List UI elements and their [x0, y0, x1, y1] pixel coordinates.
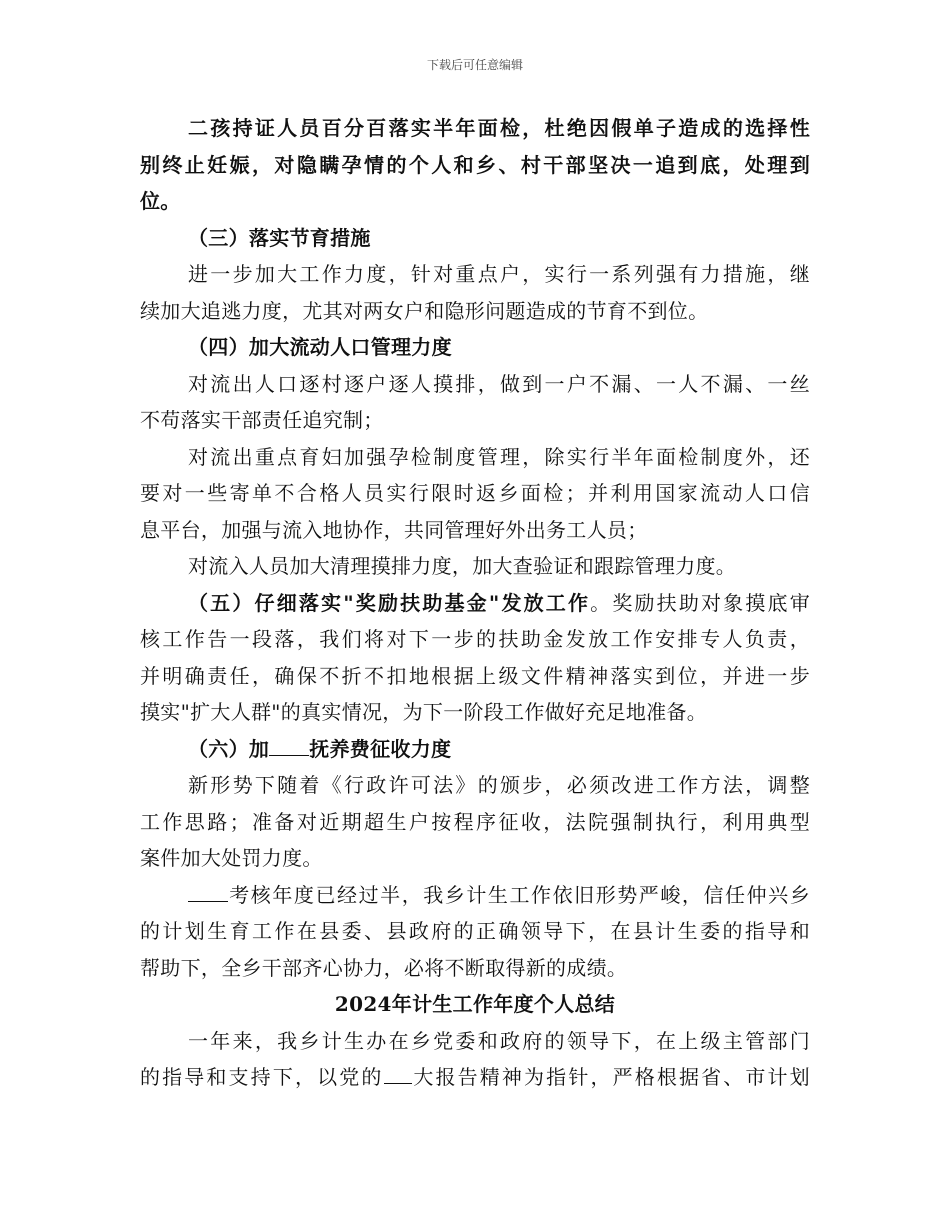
paragraph-line: 一年来，我乡计生办在乡党委和政府的领导下，在上级主管部门: [188, 1028, 810, 1053]
paragraph-line: 位。: [140, 189, 181, 213]
paragraph-line: 要对一些寄单不合格人员实行限时返乡面检；并利用国家流动人口信: [140, 481, 810, 505]
paragraph-line: 帮助下，全乡干部齐心协力，必将不断取得新的成绩。: [140, 955, 628, 980]
paragraph-text: 的指导和支持下，以党的: [140, 1065, 384, 1089]
paragraph-line: 不苟落实干部责任追究制；: [140, 408, 384, 432]
paragraph-line: 案件加大处罚力度。: [140, 846, 323, 870]
paragraph-line: [140, 1059, 810, 1096]
paragraph-line: 摸实"扩大人群"的真实情况，为下一阶段工作做好充足地准备。: [140, 700, 708, 724]
paragraph-line: 续加大追逃力度，尤其对两女户和隐形问题造成的节育不到位。: [140, 298, 709, 323]
paragraph-line: 二孩持证人员百分百落实半年面检，杜绝因假单子造成的选择性: [188, 116, 810, 140]
section-heading-5: （五）仔细落实"奖励扶助基金"发放工作: [188, 590, 591, 615]
paragraph-text: 考核年度已经过半，我乡计生工作依旧形势严峻，信任仲兴乡: [228, 882, 810, 907]
paragraph-line: 息平台，加强与流入地协作，共同管理好外出务工人员；: [140, 517, 648, 542]
paragraph-text: 大报告精神为指针，严格根据省、市计划: [411, 1065, 810, 1089]
paragraph-line: 对流入人员加大清理摸排力度，加大查验证和跟踪管理力度。: [188, 554, 737, 578]
paragraph-text: 。奖励扶助对象摸底审: [590, 590, 810, 615]
header-note: 下载后可任意编辑: [426, 58, 523, 72]
heading-suffix: 抚养费征收力度: [309, 736, 452, 761]
blank-underline: [188, 883, 228, 902]
section-heading-6: [140, 731, 810, 768]
paragraph-line: 核工作告一段落，我们将对下一步的扶助金发放工作安排专人负责，: [140, 627, 810, 651]
paragraph-line: [140, 585, 810, 622]
heading-prefix: （六）加: [188, 736, 270, 761]
blank-underline: [269, 737, 309, 756]
paragraph-line: 的计划生育工作在县委、县政府的正确领导下，在县计生委的指导和: [140, 919, 810, 943]
section-title: 2024年计生工作年度个人总结: [334, 992, 616, 1016]
paragraph-line: 工作思路；准备对近期超生户按程序征收，法院强制执行，利用典型: [140, 809, 810, 834]
paragraph-line: 别终止妊娠，对隐瞒孕情的个人和乡、村干部坚决一追到底，处理到: [140, 152, 810, 177]
paragraph-line: 对流出人口逐村逐户逐人摸排，做到一户不漏、一人不漏、一丝: [188, 371, 810, 396]
paragraph-line: [140, 877, 810, 914]
section-heading-4: （四）加大流动人口管理力度: [188, 335, 452, 359]
document-body: [140, 110, 810, 1096]
paragraph-line: 并明确责任，确保不折不扣地根据上级文件精神落实到位，并进一步: [140, 663, 810, 688]
blank-underline: [384, 1065, 412, 1084]
paragraph-line: 对流出重点育妇加强孕检制度管理，除实行半年面检制度外，还: [188, 444, 810, 469]
paragraph-line: 进一步加大工作力度，针对重点户，实行一系列强有力措施，继: [188, 262, 810, 286]
paragraph-line: 新形势下随着《行政许可法》的颁步，必须改进工作方法，调整: [188, 773, 810, 797]
section-heading-3: （三）落实节育措施: [188, 225, 371, 250]
